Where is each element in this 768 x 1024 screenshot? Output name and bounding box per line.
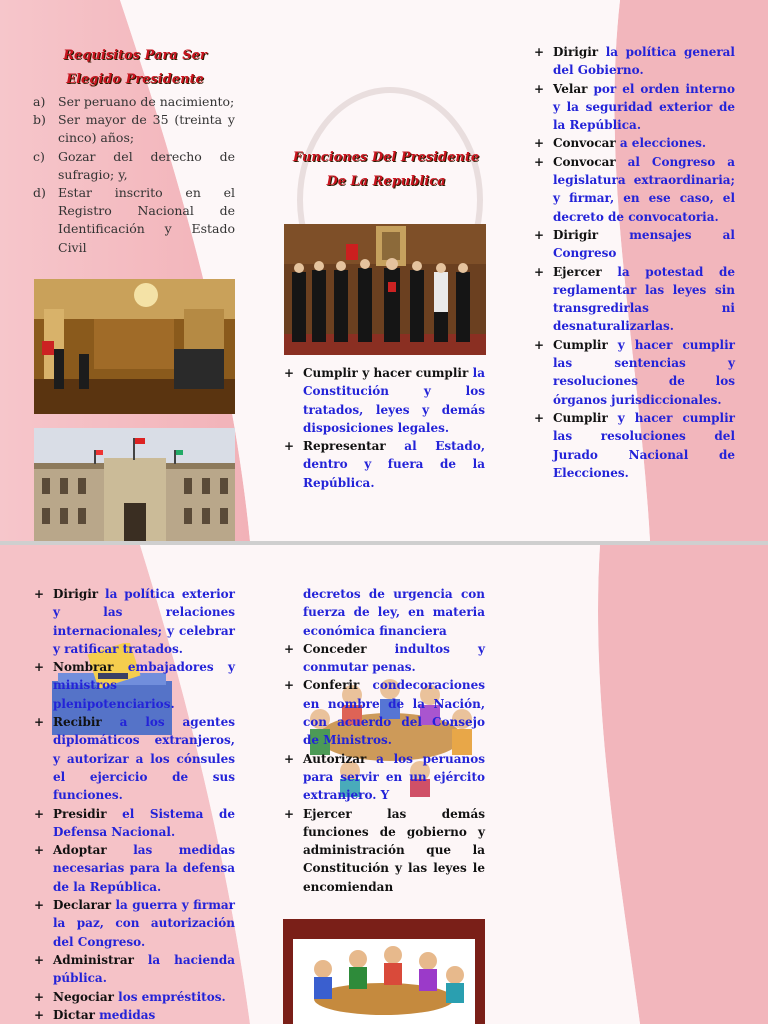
funcion-item: + Dictar medidas — [34, 1007, 156, 1022]
funcion-item: + Ejercer las demás funciones de gobierno y administración que la Constitución y las leyes le encomiendan — [284, 806, 485, 894]
palace-hall-photo — [34, 279, 235, 414]
meeting-clipart-2 — [283, 919, 485, 1024]
funcion-item: + Cumplir y hacer cumplir la Constitución y los tratados, leyes y demás disposiciones legales. — [284, 366, 485, 435]
funcion-item: + Presidir el Sistema de Defensa Nacional. — [34, 806, 235, 839]
funciones-list-middle-2 — [282, 585, 485, 896]
funcion-item: + Negociar los empréstitos. — [34, 989, 226, 1004]
funcion-item: + Cumplir y hacer cumplir las sentencias y resoluciones de los órganos jurisdiccionales. — [534, 337, 735, 407]
funcion-item: + Adoptar las medidas necesarias para la defensa de la República. — [34, 843, 235, 894]
funcion-item: + Administrar la hacienda pública. — [34, 952, 235, 986]
funcion-item: + Representar al Estado, dentro y fuera de la República. — [284, 439, 485, 490]
requisito-item: b) Ser mayor de 35 (treinta y cinco) años; — [33, 112, 235, 146]
brochure-page-2 — [0, 545, 768, 1024]
funcion-item: + Dirigir la política general del Gobierno. — [534, 45, 735, 78]
funciones-list-middle — [282, 364, 485, 492]
funcion-item: + Autorizar a los peruanos para servir en un ejército extranjero. Y — [284, 751, 485, 803]
funciones-list-right — [532, 43, 735, 482]
funcion-item: + Conceder indultos y conmutar penas. — [284, 641, 485, 675]
funcion-item: + Dirigir la política exterior y las relaciones internacionales; y celebrar y ratificar tratados. — [34, 587, 235, 656]
funcion-item: + Ejercer la potestad de reglamentar las leyes sin transgredirlas ni desnaturalizarlas. — [534, 264, 735, 334]
requisitos-list — [33, 93, 235, 257]
officials-group-photo — [284, 224, 486, 355]
requisito-item: c) Gozar del derecho de sufragio; y, — [33, 148, 235, 182]
funcion-item: + Velar por el orden interno y la seguridad exterior de la República. — [534, 81, 735, 133]
continuation-text: decretos de urgencia con fuerza de ley, en materia económica financiera — [303, 587, 485, 638]
funcion-item: + Conferir condecoraciones en nombre de la Nación, con acuerdo del Consejo de Ministros. — [284, 678, 485, 748]
funciones-list-left — [32, 585, 235, 1024]
funcion-item: + Declarar la guerra y firmar la paz, con autorización del Congreso. — [34, 898, 235, 949]
funcion-item: + Dirigir mensajes al Congreso — [534, 227, 735, 261]
palacio-de-gobierno-photo — [34, 428, 235, 541]
funcion-item: + Cumplir y hacer cumplir las resoluciones del Jurado Nacional de Elecciones. — [534, 410, 735, 480]
funcion-item: + Convocar a elecciones. — [534, 136, 707, 151]
funcion-item: + Nombrar embajadores y ministros plenipotenciarios. — [34, 660, 235, 711]
funcion-item: + Convocar al Congreso a legislatura extraordinaria; y firmar, en ese caso, el decreto de convocatoria. — [534, 154, 735, 224]
funciones-title: Funciones Del Presidente De La Republica — [292, 150, 480, 189]
requisitos-title: Requisitos Para Ser Elegido Presidente — [63, 48, 207, 87]
funcion-item: + Recibir a los agentes diplomáticos extranjeros, y autorizar a los cónsules el ejercicio de sus funciones. — [34, 715, 235, 803]
requisito-item: a) Ser peruano de nacimiento; — [33, 94, 235, 109]
requisito-item: d) Estar inscrito en el Registro Nacional de Identificación y Estado Civil — [33, 185, 235, 255]
